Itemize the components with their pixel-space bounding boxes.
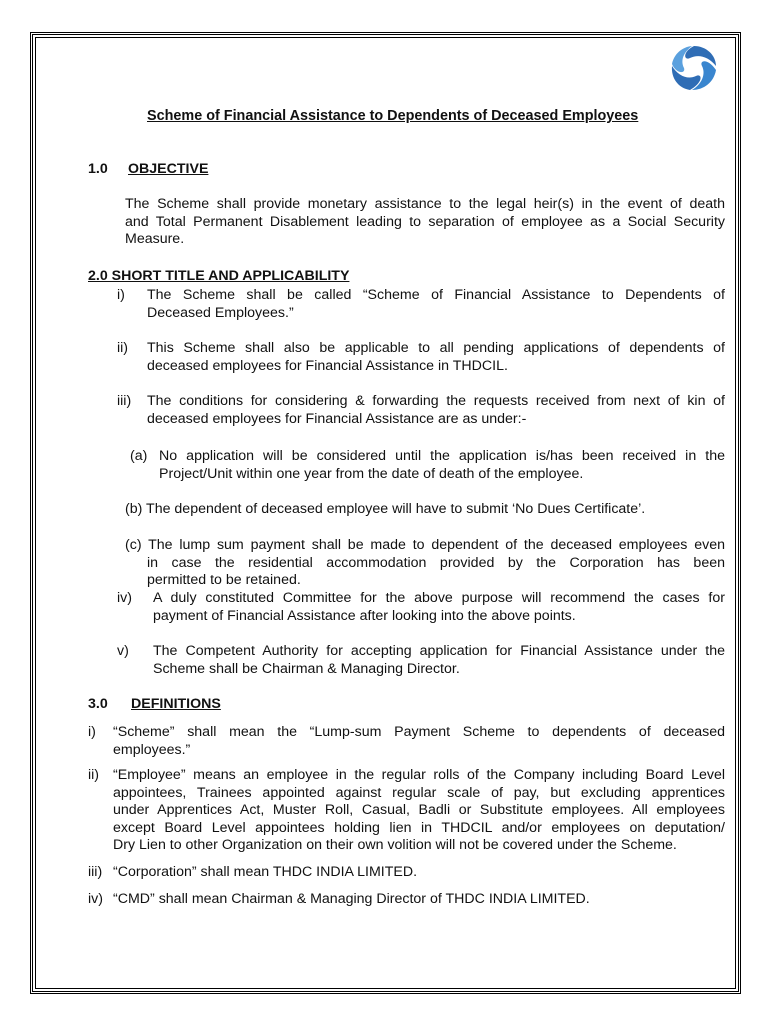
item-line: Project/Unit within one year from the date of death of the employee. bbox=[159, 465, 584, 482]
document-title: Scheme of Financial Assistance to Dependents of Deceased Employees bbox=[147, 108, 639, 124]
applicability-item-ii bbox=[147, 340, 725, 375]
applicability-item-i bbox=[147, 287, 725, 322]
item-line: under Apprentices Act, Muster Roll, Casual, Badli or Substitute employees. All employees bbox=[113, 802, 725, 818]
item-line: The Competent Authority for accepting application for Financial Assistance under the bbox=[153, 643, 725, 659]
item-line: “Employee” means an employee in the regular rolls of the Company including Board Level bbox=[113, 767, 725, 783]
section-3-number: 3.0 bbox=[88, 696, 108, 712]
item-line: No application will be considered until the application is/has been received in the bbox=[159, 448, 725, 464]
objective-line: and Total Permanent Disablement leading to separation of employee as a Social Security bbox=[125, 213, 725, 230]
section-3-heading: DEFINITIONS bbox=[131, 696, 221, 712]
item-line: Scheme shall be Chairman & Managing Director. bbox=[153, 660, 460, 677]
condition-b: (b) The dependent of deceased employee will have to submit ‘No Dues Certificate’. bbox=[125, 501, 646, 517]
item-line: deceased employees for Financial Assistance in THDCIL. bbox=[147, 357, 508, 374]
item-label: iii) bbox=[88, 864, 103, 880]
item-line: This Scheme shall also be applicable to all pending applications of dependents of bbox=[147, 340, 725, 356]
item-label: i) bbox=[117, 287, 125, 303]
item-line: A duly constituted Committee for the above purpose will recommend the cases for bbox=[153, 590, 725, 606]
item-label: i) bbox=[88, 724, 96, 740]
objective-line: Measure. bbox=[125, 231, 185, 247]
section-2-heading-text: 2.0 SHORT TITLE AND APPLICABILITY bbox=[88, 268, 350, 284]
item-label: ii) bbox=[88, 767, 100, 783]
sub-item-label: (a) bbox=[130, 448, 148, 464]
item-line: Dry Lien to other Organization on their own volition will not be covered under the Scheme. bbox=[113, 837, 677, 853]
condition-c bbox=[125, 537, 725, 590]
applicability-item-iii bbox=[147, 393, 725, 428]
definition-cmd: “CMD” shall mean Chairman & Managing Director of THDC INDIA LIMITED. bbox=[113, 891, 590, 907]
item-label: v) bbox=[117, 643, 129, 659]
section-1-number: 1.0 bbox=[88, 161, 108, 177]
item-line: payment of Financial Assistance after looking into the above points. bbox=[153, 607, 576, 624]
applicability-item-iv bbox=[153, 590, 725, 625]
condition-a bbox=[159, 448, 725, 483]
item-line: appointees, Trainees appointed against regular scale of pay, but excluding apprentices bbox=[113, 784, 725, 801]
item-line: The conditions for considering & forwarding the requests received from next of kin of bbox=[147, 393, 725, 409]
item-line: The Scheme shall be called “Scheme of Financial Assistance to Dependents of bbox=[147, 287, 725, 303]
thdc-logo-icon bbox=[668, 42, 720, 94]
item-line: “Scheme” shall mean the “Lump-sum Payment Scheme to dependents of deceased bbox=[113, 724, 725, 740]
item-line: in case the residential accommodation provided by the Corporation has been bbox=[147, 554, 725, 571]
item-line: permitted to be retained. bbox=[147, 572, 301, 588]
section-1-heading: OBJECTIVE bbox=[128, 161, 209, 177]
objective-line: The Scheme shall provide monetary assistance to the legal heir(s) in the event of death bbox=[125, 196, 725, 212]
item-line: (c) The lump sum payment shall be made to dependent of the deceased employees even bbox=[125, 537, 725, 553]
applicability-item-v bbox=[153, 643, 725, 678]
item-line: deceased employees for Financial Assistance are as under:- bbox=[147, 410, 527, 427]
item-line: Deceased Employees.” bbox=[147, 304, 294, 321]
definition-employee bbox=[113, 767, 725, 855]
item-line: employees.” bbox=[113, 741, 191, 758]
objective-paragraph bbox=[125, 196, 725, 249]
definition-corporation: “Corporation” shall mean THDC INDIA LIMITED. bbox=[113, 864, 418, 880]
definition-scheme bbox=[113, 724, 725, 759]
section-2-heading bbox=[88, 268, 349, 286]
item-line: except Board Level appointees holding lien in THDCIL and/or employees on deputation/ bbox=[113, 819, 725, 836]
item-label: iv) bbox=[117, 590, 132, 606]
item-label: ii) bbox=[117, 340, 129, 356]
item-label: iv) bbox=[88, 891, 103, 907]
item-label: iii) bbox=[117, 393, 132, 409]
